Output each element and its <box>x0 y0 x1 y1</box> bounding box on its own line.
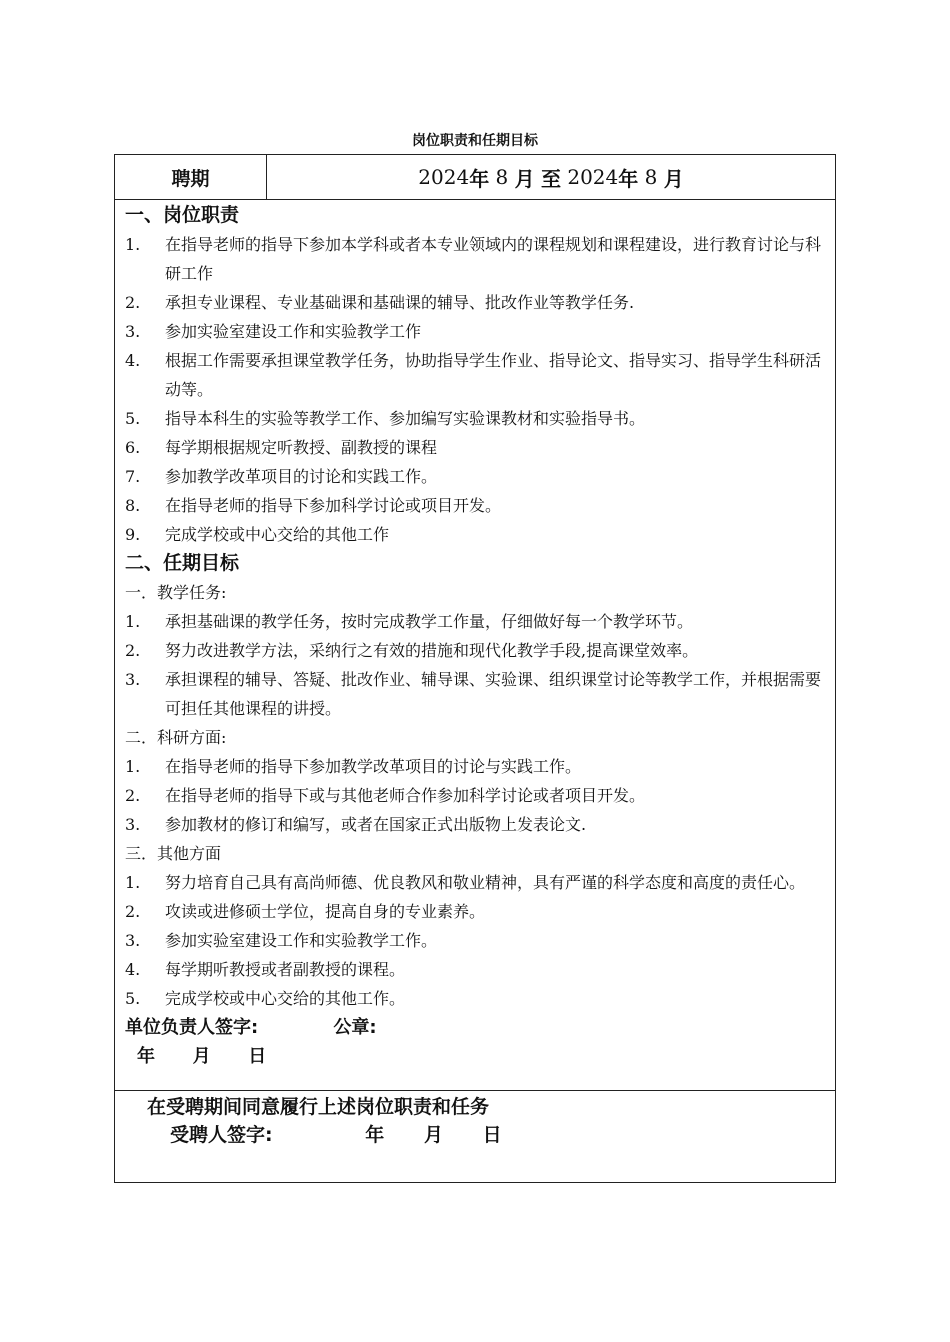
list-item <box>125 781 829 810</box>
period-row <box>115 155 835 200</box>
year-char: 年 <box>618 166 639 191</box>
item-text: 参加教学改革项目的讨论和实践工作。 <box>165 467 438 486</box>
subheading-research: 二．科研方面: <box>125 728 227 747</box>
list-item <box>125 984 829 1013</box>
duties-list <box>125 230 829 549</box>
item-number: 1. <box>125 873 141 892</box>
list-item <box>125 288 829 317</box>
item-number: 2. <box>125 641 141 660</box>
item-number: 9. <box>125 525 141 544</box>
list-item <box>125 607 829 636</box>
agreement-row <box>115 1090 835 1183</box>
item-text: 在指导老师的指导下或与其他老师合作参加科学讨论或者项目开发。 <box>165 786 646 805</box>
employee-signature-line <box>170 1121 502 1149</box>
unit-signature-date <box>125 1042 829 1071</box>
item-text: 根据工作需要承担课堂教学任务，协助指导学生作业、指导论文、指导实习、指导学生科研活动等。 <box>165 351 822 399</box>
employee-signature-label: 受聘人签字: <box>170 1124 273 1146</box>
list-item <box>125 955 829 984</box>
list-item <box>125 433 829 462</box>
list-item <box>125 462 829 491</box>
item-number: 8. <box>125 496 141 515</box>
item-number: 4. <box>125 960 141 979</box>
item-number: 3. <box>125 670 141 689</box>
list-item <box>125 404 829 433</box>
item-number: 1. <box>125 757 141 776</box>
list-item <box>125 636 829 665</box>
year-label: 年 <box>137 1046 155 1067</box>
item-text: 在指导老师的指导下参加教学改革项目的讨论与实践工作。 <box>165 757 582 776</box>
month-label: 月 <box>192 1046 211 1067</box>
end-month: 8 <box>644 165 658 189</box>
start-month: 8 <box>495 165 509 189</box>
agreement-statement: 在受聘期间同意履行上述岗位职责和任务 <box>147 1096 490 1118</box>
other-list <box>125 868 829 1013</box>
month-char: 月 <box>514 166 535 191</box>
item-text: 承担基础课的教学任务，按时完成教学工作量，仔细做好每一个教学环节。 <box>165 612 694 631</box>
item-number: 3. <box>125 931 141 950</box>
item-number: 5. <box>125 409 141 428</box>
item-text: 每学期根据规定听教授、副教授的课程 <box>165 438 438 457</box>
item-text: 参加教材的修订和编写，或者在国家正式出版物上发表论文. <box>165 815 587 834</box>
list-item <box>125 810 829 839</box>
item-text: 承担课程的辅导、答疑、批改作业、辅导课、实验课、组织课堂讨论等教学工作，并根据需要可担任其他课程的讲授。 <box>165 670 822 718</box>
item-number: 7. <box>125 467 141 486</box>
item-text: 努力改进教学方法，采纳行之有效的措施和现代化教学手段,提高课堂效率。 <box>165 641 699 660</box>
item-number: 2. <box>125 902 141 921</box>
item-number: 2. <box>125 293 141 312</box>
month-char: 月 <box>663 166 684 191</box>
subheading-other: 三．其他方面 <box>125 844 222 863</box>
item-number: 4. <box>125 351 141 370</box>
item-number: 1. <box>125 612 141 631</box>
list-item <box>125 317 829 346</box>
day-label: 日 <box>248 1046 267 1067</box>
responsibility-table <box>114 154 836 1183</box>
unit-signature-line <box>125 1013 829 1042</box>
item-text: 努力培育自己具有高尚师德、优良教风和敬业精神，具有严谨的科学态度和高度的责任心。 <box>165 873 806 892</box>
item-text: 在指导老师的指导下参加科学讨论或项目开发。 <box>165 496 502 515</box>
list-item <box>125 868 829 897</box>
item-number: 6. <box>125 438 141 457</box>
item-number: 1. <box>125 235 141 254</box>
content-area <box>125 201 829 1071</box>
item-number: 5. <box>125 989 141 1008</box>
item-text: 在指导老师的指导下参加本学科或者本专业领域内的课程规划和课程建设，进行教育讨论与科研工作 <box>165 235 822 283</box>
item-text: 攻读或进修硕士学位，提高自身的专业素养。 <box>165 902 486 921</box>
year-char: 年 <box>469 166 490 191</box>
document-title: 岗位职责和任期目标 <box>412 133 538 149</box>
list-item <box>125 230 829 288</box>
item-text: 每学期听教授或者副教授的课程。 <box>165 960 406 979</box>
day-label: 日 <box>482 1124 502 1146</box>
item-text: 完成学校或中心交给的其他工作。 <box>165 989 406 1008</box>
subheading-teaching: 一．教学任务: <box>125 583 227 602</box>
item-text: 参加实验室建设工作和实验教学工作 <box>165 322 422 341</box>
item-number: 3. <box>125 322 141 341</box>
list-item <box>125 491 829 520</box>
start-year: 2024 <box>418 165 470 189</box>
item-text: 承担专业课程、专业基础课和基础课的辅导、批改作业等教学任务. <box>165 293 635 312</box>
section-heading-duties: 一、岗位职责 <box>125 204 240 226</box>
research-list <box>125 752 829 839</box>
seal-label: 公章: <box>333 1017 377 1038</box>
month-label: 月 <box>423 1124 443 1146</box>
list-item <box>125 520 829 549</box>
year-label: 年 <box>365 1124 385 1146</box>
item-text: 完成学校或中心交给的其他工作 <box>165 525 390 544</box>
section-heading-goals: 二、任期目标 <box>125 552 240 574</box>
end-year: 2024 <box>567 165 619 189</box>
period-value <box>267 155 835 199</box>
item-number: 2. <box>125 786 141 805</box>
item-number: 3. <box>125 815 141 834</box>
period-label: 聘期 <box>115 155 267 199</box>
list-item <box>125 897 829 926</box>
item-text: 指导本科生的实验等教学工作、参加编写实验课教材和实验指导书。 <box>165 409 646 428</box>
list-item <box>125 665 829 723</box>
item-text: 参加实验室建设工作和实验教学工作。 <box>165 931 438 950</box>
list-item <box>125 926 829 955</box>
to-char: 至 <box>541 166 561 191</box>
teaching-list <box>125 607 829 723</box>
unit-head-signature-label: 单位负责人签字: <box>125 1017 259 1038</box>
list-item <box>125 346 829 404</box>
list-item <box>125 752 829 781</box>
